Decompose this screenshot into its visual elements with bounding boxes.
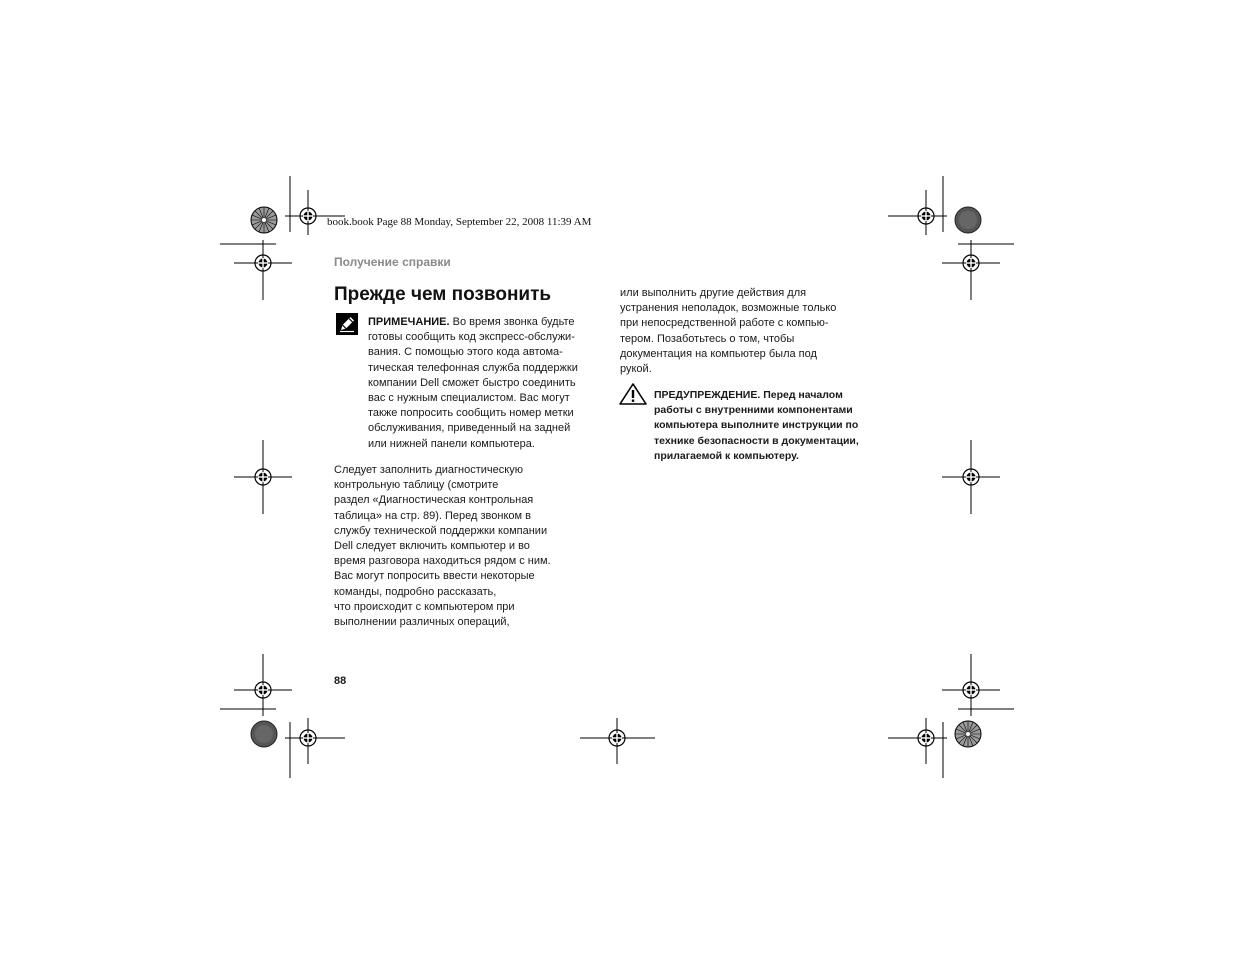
note-pencil-icon <box>336 313 358 335</box>
dark-target-bottom-left <box>251 721 277 747</box>
paragraph-line: рукой. <box>620 363 652 376</box>
note-line: обслуживания, приведенный на задней <box>368 422 571 435</box>
note-line: вания. С помощью этого кода автома- <box>368 346 563 359</box>
paragraph-line: Dell следует включить компьютер и во <box>334 540 530 553</box>
note-line: Во время звонка будьте <box>449 316 575 328</box>
star-target-top-left <box>251 207 277 233</box>
note-line: компании Dell сможет быстро соединить <box>368 376 576 389</box>
paragraph-line: таблица» на стр. 89). Перед звонком в <box>334 509 531 522</box>
note-line: тическая телефонная служба поддержки <box>368 361 578 374</box>
warning-line: ПРЕДУПРЕЖДЕНИЕ. Перед началом <box>654 389 843 401</box>
dark-target-top-right <box>955 207 981 233</box>
running-header: Получение справки <box>334 255 451 269</box>
warning-line: работы с внутренними компонентами <box>654 404 853 417</box>
paragraph-line: контрольную таблицу (смотрите <box>334 479 499 492</box>
body-paragraph-right <box>620 286 890 377</box>
paragraph-line: устранения неполадок, возможные только <box>620 302 837 315</box>
paragraph-line: при непосредственной работе с компью- <box>620 317 829 330</box>
print-slug: book.book Page 88 Monday, September 22, 2008 11:39 AM <box>327 216 592 228</box>
star-target-bottom-right <box>955 721 981 747</box>
note-line: также попросить сообщить номер метки <box>368 407 574 420</box>
warning-line: компьютера выполните инструкции по <box>654 419 859 432</box>
note-text <box>368 315 600 452</box>
paragraph-line: службу технической поддержки компании <box>334 524 548 537</box>
paragraph-line: или выполнить другие действия для <box>620 287 807 299</box>
page-number: 88 <box>334 675 347 687</box>
warning-text <box>654 388 894 464</box>
paragraph-line: документация на компьютер была под <box>620 347 817 360</box>
paragraph-line: команды, подробно рассказать, <box>334 585 497 598</box>
note-label: ПРИМЕЧАНИЕ. <box>368 316 450 328</box>
paragraph-line: Следует заполнить диагностическую <box>334 464 523 476</box>
note-line: вас с нужным специалистом. Вас могут <box>368 392 570 405</box>
warning-line: технике безопасности в документации, <box>654 434 859 447</box>
paragraph-line: время разговора находиться рядом с ним. <box>334 555 551 568</box>
note-line: готовы сообщить код экспресс-обслужи- <box>368 331 575 344</box>
note-line: или нижней панели компьютера. <box>368 437 535 450</box>
paragraph-line: что происходит с компьютером при <box>334 600 515 613</box>
paragraph-line: выполнении различных операций, <box>334 616 510 629</box>
paragraph-line: раздел «Диагностическая контрольная <box>334 494 534 507</box>
paragraph-line: тером. Позаботьтесь о том, чтобы <box>620 332 795 345</box>
section-title: Прежде чем позвонить <box>334 284 552 305</box>
body-paragraph-left <box>334 463 586 630</box>
paragraph-line: Вас могут попросить ввести некоторые <box>334 570 535 583</box>
warning-line: прилагаемой к компьютеру. <box>654 449 799 462</box>
warning-triangle-icon <box>618 382 648 406</box>
